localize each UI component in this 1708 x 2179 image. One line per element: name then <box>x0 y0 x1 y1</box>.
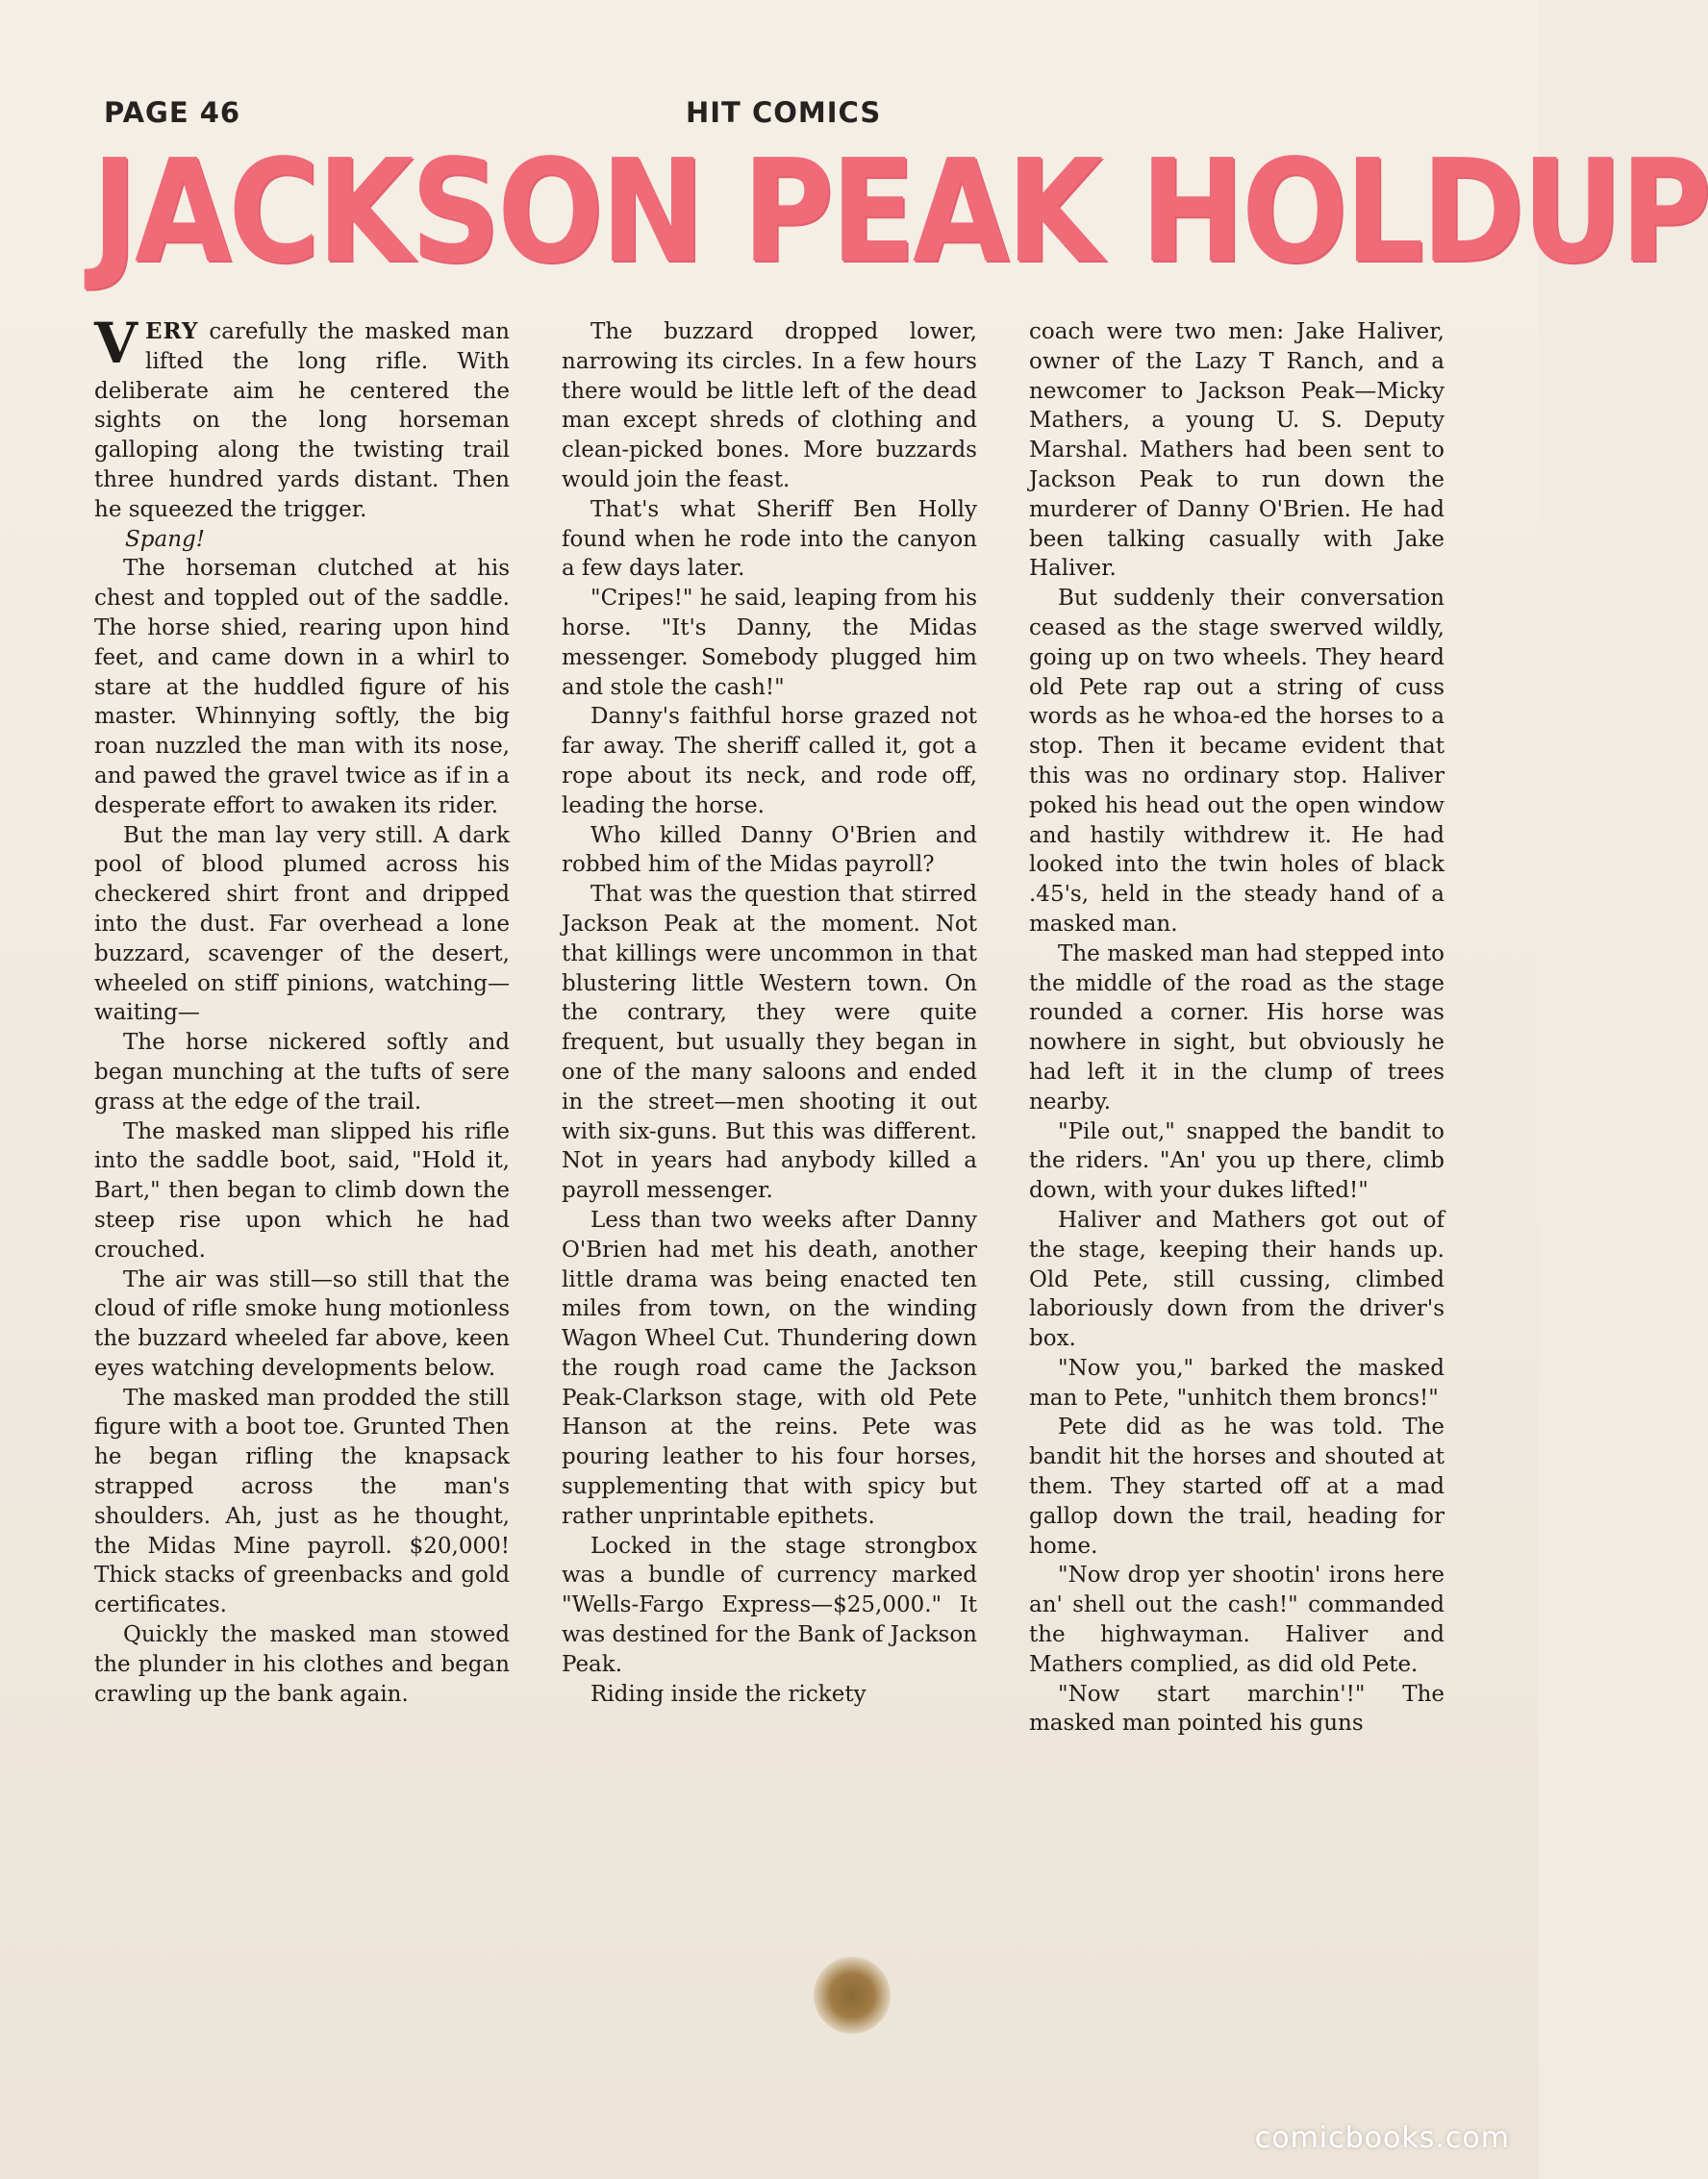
paragraph: Locked in the stage strongbox was a bundle of currency marked "Wells-Fargo Express—$25,000." It was destined for the Bank of Jackson Peak. <box>562 1533 977 1677</box>
text-column-3 <box>1029 317 1444 1739</box>
paragraph <box>94 311 510 525</box>
story-title: JACKSON PEAK HOLDUP <box>91 129 1708 294</box>
paragraph: That was the question that stirred Jackson Peak at the moment. Not that killings were uncommon in that blustering little Western town. On the contrary, they were quite frequent, but usually they began in one of the many saloons and ended in the street—men shooting it out with six-guns. But this was different. Not in years had anybody killed a payroll messenger. <box>562 882 977 1204</box>
paragraph: That's what Sheriff Ben Holly found when he rode into the canyon a few days later. <box>562 496 977 582</box>
lead-word: ERY <box>145 318 199 344</box>
paragraph: Who killed Danny O'Brien and robbed him of the Midas payroll? <box>562 822 977 878</box>
paragraph: The air was still—so still that the cloud of rifle smoke hung motionless the buzzard wheeled far above, keen eyes watching developments below. <box>94 1266 510 1381</box>
paragraph: The masked man prodded the still figure with a boot toe. Grunted Then he began rifling the knapsack strapped across the man's shoulders. Ah, just as he thought, the Midas Mine payroll. $20,000! Thick stacks of greenbacks and gold certificates. <box>94 1385 510 1618</box>
text-column-1 <box>94 311 510 1709</box>
paragraph: "Pile out," snapped the bandit to the riders. "An' you up there, climb down, with your dukes lifted!" <box>1029 1118 1444 1204</box>
paragraph: "Now drop yer shootin' irons here an' shell out the cash!" commanded the highwayman. Haliver and Mathers complied, as did old Pete. <box>1029 1563 1444 1677</box>
drop-cap: V <box>94 311 138 376</box>
paragraph: But the man lay very still. A dark pool of blood plumed across his checkered shirt front and dripped into the dust. Far overhead a lone buzzard, scavenger of the desert, wheeled on stiff pinions, watching—waiting— <box>94 822 510 1026</box>
paragraph: coach were two men: Jake Haliver, owner of the Lazy T Ranch, and a newcomer to Jackson Peak—Micky Mathers, a young U. S. Deputy Marshal. Mathers had been sent to Jackson Peak to run down the murderer of Danny O'Brien. He had been talking casually with Jake Haliver. <box>1029 319 1444 582</box>
paragraph: The horseman clutched at his chest and toppled out of the saddle. The horse shied, rearing upon hind feet, and came down in a whirl to stare at the huddled figure of his master. Whinnying softly, the big roan nuzzled the man with its nose, and pawed the gravel twice as if in a desperate effort to awaken its rider. <box>94 556 510 818</box>
paragraph: Pete did as he was told. The bandit hit the horses and shouted at them. They started off at a mad gallop down the trail, heading for home. <box>1029 1415 1444 1559</box>
text-column-2 <box>562 317 977 1709</box>
publication-title: HIT COMICS <box>686 96 882 129</box>
site-watermark: comicbooks.com <box>1254 2121 1510 2155</box>
paragraph: Quickly the masked man stowed the plunder in his clothes and began crawling up the bank again. <box>94 1622 510 1707</box>
sound-effect: Spang! <box>125 526 205 552</box>
paragraph: The masked man slipped his rifle into the saddle boot, said, "Hold it, Bart," then began to climb down the steep rise upon which he had crouched. <box>94 1118 510 1263</box>
paragraph: Less than two weeks after Danny O'Brien had met his death, another little drama was being enacted ten miles from town, on the winding Wagon Wheel Cut. Thundering down the rough road came the Jackson Peak-Clarkson stage, with old Pete Hanson at the reins. Pete was pouring leather to his four horses, supplementing that with spicy but rather unprintable epithets. <box>562 1207 977 1529</box>
paragraph: The buzzard dropped lower, narrowing its circles. In a few hours there would be little left of the dead man except shreds of clothing and clean-picked bones. More buzzards would join the feast. <box>562 319 977 492</box>
paragraph: But suddenly their conversation ceased as the stage swerved wildly, going up on two wheels. They heard old Pete rap out a string of cuss words as he whoa-ed the horses to a stop. Then it became evident that this was no ordinary stop. Haliver poked his head out the open window and hastily withdrew it. He had looked into the twin holes of black .45's, held in the steady hand of a masked man. <box>1029 586 1444 937</box>
paragraph: The horse nickered softly and began munching at the tufts of sere grass at the edge of the trail. <box>94 1030 510 1115</box>
paper-stain <box>814 1957 891 2034</box>
paragraph: "Now you," barked the masked man to Pete, "unhitch them broncs!" <box>1029 1355 1444 1411</box>
page-number: PAGE 46 <box>104 96 241 129</box>
paragraph: Danny's faithful horse grazed not far away. The sheriff called it, got a rope about its neck, and rode off, leading the horse. <box>562 704 977 818</box>
paragraph: "Now start marchin'!" The masked man pointed his guns <box>1029 1681 1444 1737</box>
paragraph: Riding inside the rickety <box>590 1681 867 1707</box>
paragraph: Haliver and Mathers got out of the stage, keeping their hands up. Old Pete, still cussing, climbed laboriously down from the driver's box. <box>1029 1207 1444 1352</box>
paragraph: "Cripes!" he said, leaping from his horse. "It's Danny, the Midas messenger. Somebody plugged him and stole the cash!" <box>562 586 977 700</box>
paragraph: The masked man had stepped into the middle of the road as the stage rounded a corner. His horse was nowhere in sight, but obviously he had left it in the clump of trees nearby. <box>1029 940 1444 1115</box>
paragraph-text: carefully the masked man lifted the long rifle. With deliberate aim he centered the sights on the long horseman galloping along the twisting trail three hundred yards distant. Then he squeezed the trigger. <box>94 319 510 522</box>
